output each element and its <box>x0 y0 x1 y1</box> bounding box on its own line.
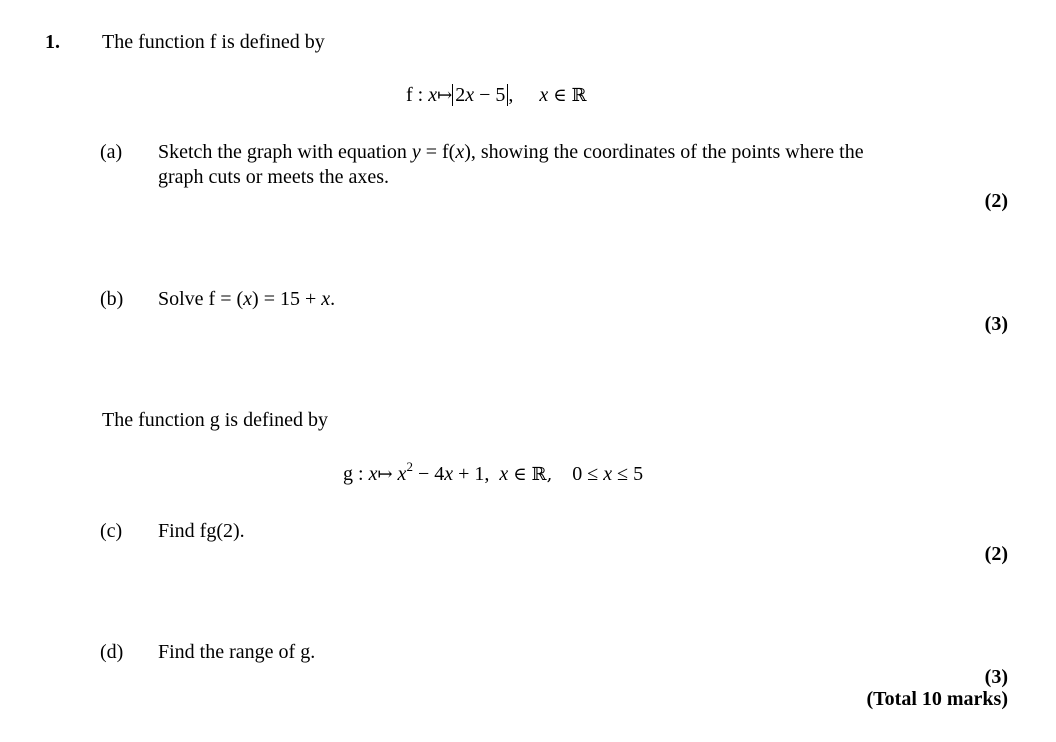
absolute-value <box>452 84 508 106</box>
maps-to-symbol: ↦ <box>437 85 453 106</box>
reals-symbol: ℝ, <box>531 464 553 485</box>
coef: 2 <box>455 84 466 106</box>
exponent: 2 <box>406 459 413 474</box>
question-number: 1. <box>45 31 60 53</box>
domain-var: x <box>499 463 509 485</box>
part-b-marks: (3) <box>984 313 1008 335</box>
part-c-text: Find fg(2). <box>158 520 245 542</box>
domain-var: x <box>539 84 549 106</box>
part-c-marks: (2) <box>984 543 1008 565</box>
intro-f: The function f is defined by <box>102 31 325 53</box>
part-b-label: (b) <box>100 288 124 310</box>
const: − 5 <box>474 84 506 106</box>
maps-to-symbol: ↦ <box>377 464 393 485</box>
var: x <box>603 463 613 485</box>
var: x <box>465 84 475 106</box>
colon: : <box>412 84 429 106</box>
g-name: g <box>343 463 353 485</box>
t: Solve f = ( <box>158 288 244 310</box>
element-of-symbol: ∈ <box>513 464 527 485</box>
var: x <box>444 463 454 485</box>
part-a-label: (a) <box>100 141 123 163</box>
part-a-line2: graph cuts or meets the axes. <box>158 166 390 188</box>
part-c-label: (c) <box>100 520 123 542</box>
t: + 1, <box>453 463 490 485</box>
var: x <box>368 463 378 485</box>
colon: : <box>353 463 369 485</box>
t: ≤ 5 <box>612 463 644 485</box>
part-d-text: Find the range of g. <box>158 641 316 663</box>
t: ), showing the coordinates of the points where the <box>464 141 864 163</box>
f-definition <box>406 84 587 107</box>
intro-g: The function g is defined by <box>102 409 329 431</box>
t: ) = 15 + <box>252 288 322 310</box>
t: Sketch the graph with equation <box>158 141 412 163</box>
t: x <box>243 288 253 310</box>
part-d-label: (d) <box>100 641 124 663</box>
part-b-text <box>158 288 335 310</box>
t: x <box>455 141 465 163</box>
t: = f( <box>420 141 456 163</box>
g-definition <box>343 459 644 486</box>
part-d-marks: (3) <box>984 666 1008 688</box>
reals-symbol: ℝ <box>571 85 587 106</box>
var: x <box>428 84 438 106</box>
var: x <box>397 463 407 485</box>
total-marks: (Total 10 marks) <box>866 688 1008 710</box>
t: x <box>321 288 331 310</box>
t: y <box>411 141 421 163</box>
part-a-line1 <box>158 141 864 163</box>
comma: , <box>508 84 514 106</box>
part-a-marks: (2) <box>984 190 1008 212</box>
element-of-symbol: ∈ <box>553 85 567 106</box>
t: 0 ≤ <box>572 463 604 485</box>
f-name: f <box>406 84 413 106</box>
t: − 4 <box>412 463 445 485</box>
t: . <box>330 288 336 310</box>
